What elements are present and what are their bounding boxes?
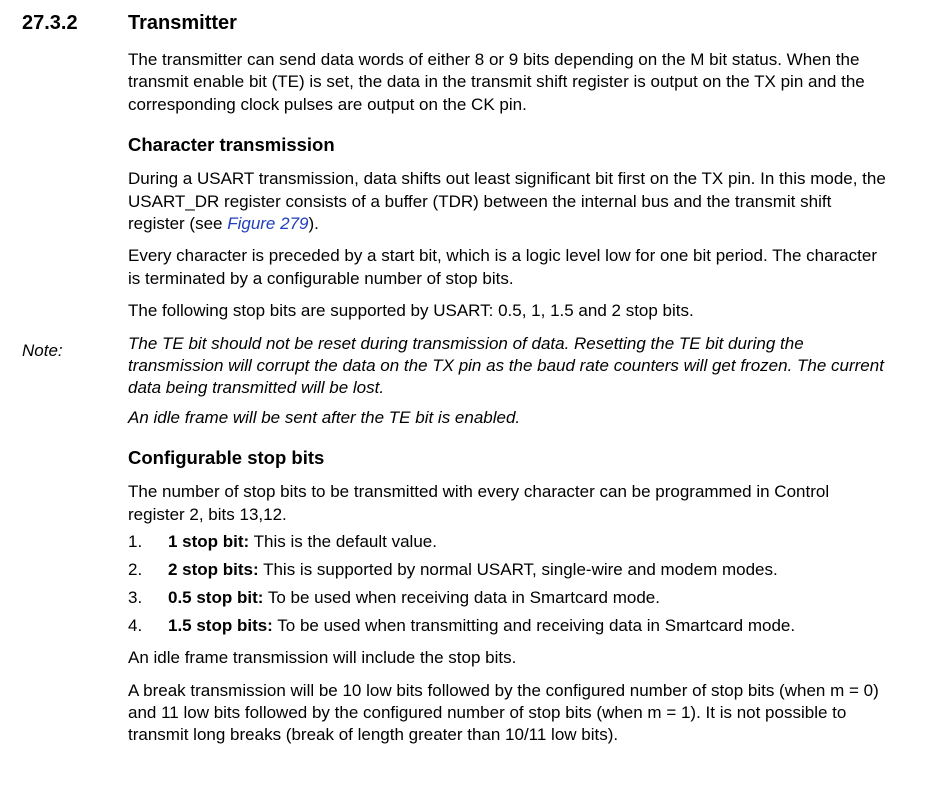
list-item-term: 1.5 stop bits: xyxy=(168,616,273,636)
char-tx-p1-end: ). xyxy=(308,214,319,234)
list-item xyxy=(128,615,888,643)
figure-279-link[interactable]: Figure 279 xyxy=(227,214,309,234)
list-number: 2. xyxy=(128,560,143,580)
char-tx-p1-text: During a USART transmission, data shifts out least significant bit first on the TX pin. In this mode, the USART_DR register consists of a buffer (TDR) between the internal bus and the transmit shift register (see xyxy=(128,169,886,234)
break-transmission-paragraph: A break transmission will be 10 low bits followed by the configured number of stop bits (when m = 0) and 11 low bits followed by the configured number of stop bits (when m = 1). It is not possible to transmit long breaks (break of length greater than 10/11 low bits). xyxy=(128,680,879,745)
list-item xyxy=(128,587,888,615)
char-tx-paragraph-3: The following stop bits are supported by USART: 0.5, 1, 1.5 and 2 stop bits. xyxy=(128,301,694,321)
list-item-term: 1 stop bit: xyxy=(168,532,250,552)
note-text-1: The TE bit should not be reset during transmission of data. Resetting the TE bit during the transmission will corrupt the data on the TX pin as the baud rate counters will get frozen. The current data being transmitted will be lost. xyxy=(128,333,884,398)
list-item-term: 0.5 stop bit: xyxy=(168,588,264,608)
list-item-text: This is the default value. xyxy=(249,532,437,552)
section-body xyxy=(128,49,888,747)
section-number: 27.3.2 xyxy=(22,12,78,34)
stop-bits-intro: The number of stop bits to be transmitted with every character can be programmed in Control register 2, bits 13,12. xyxy=(128,482,830,524)
list-item-term: 2 stop bits: xyxy=(168,560,259,580)
list-item-text: To be used when transmitting and receiving data in Smartcard mode. xyxy=(272,616,796,636)
idle-frame-paragraph: An idle frame transmission will include the stop bits. xyxy=(128,648,517,668)
list-item xyxy=(128,559,888,587)
list-item-text: To be used when receiving data in Smartcard mode. xyxy=(263,588,660,608)
list-item-text: This is supported by normal USART, single-wire and modem modes. xyxy=(258,560,778,580)
list-number: 1. xyxy=(128,532,143,552)
note-text-2: An idle frame will be sent after the TE bit is enabled. xyxy=(128,407,521,427)
intro-paragraph: The transmitter can send data words of either 8 or 9 bits depending on the M bit status. When the transmit enable bit (TE) is set, the data in the transmit shift register is output on the TX pin and the corresponding clock pulses are output on the CK pin. xyxy=(128,50,865,114)
section-title: Transmitter xyxy=(128,12,237,34)
note-label: Note: xyxy=(22,341,63,360)
configurable-stop-bits-heading: Configurable stop bits xyxy=(128,447,325,469)
list-number: 4. xyxy=(128,616,143,636)
list-number: 3. xyxy=(128,588,143,608)
list-item xyxy=(128,531,888,559)
stop-bits-list xyxy=(128,531,888,643)
char-tx-paragraph-2: Every character is preceded by a start bit, which is a logic level low for one bit period. The character is terminated by a configurable number of stop bits. xyxy=(128,246,877,288)
char-tx-paragraph-1 xyxy=(128,168,888,235)
character-transmission-heading: Character transmission xyxy=(128,134,335,156)
